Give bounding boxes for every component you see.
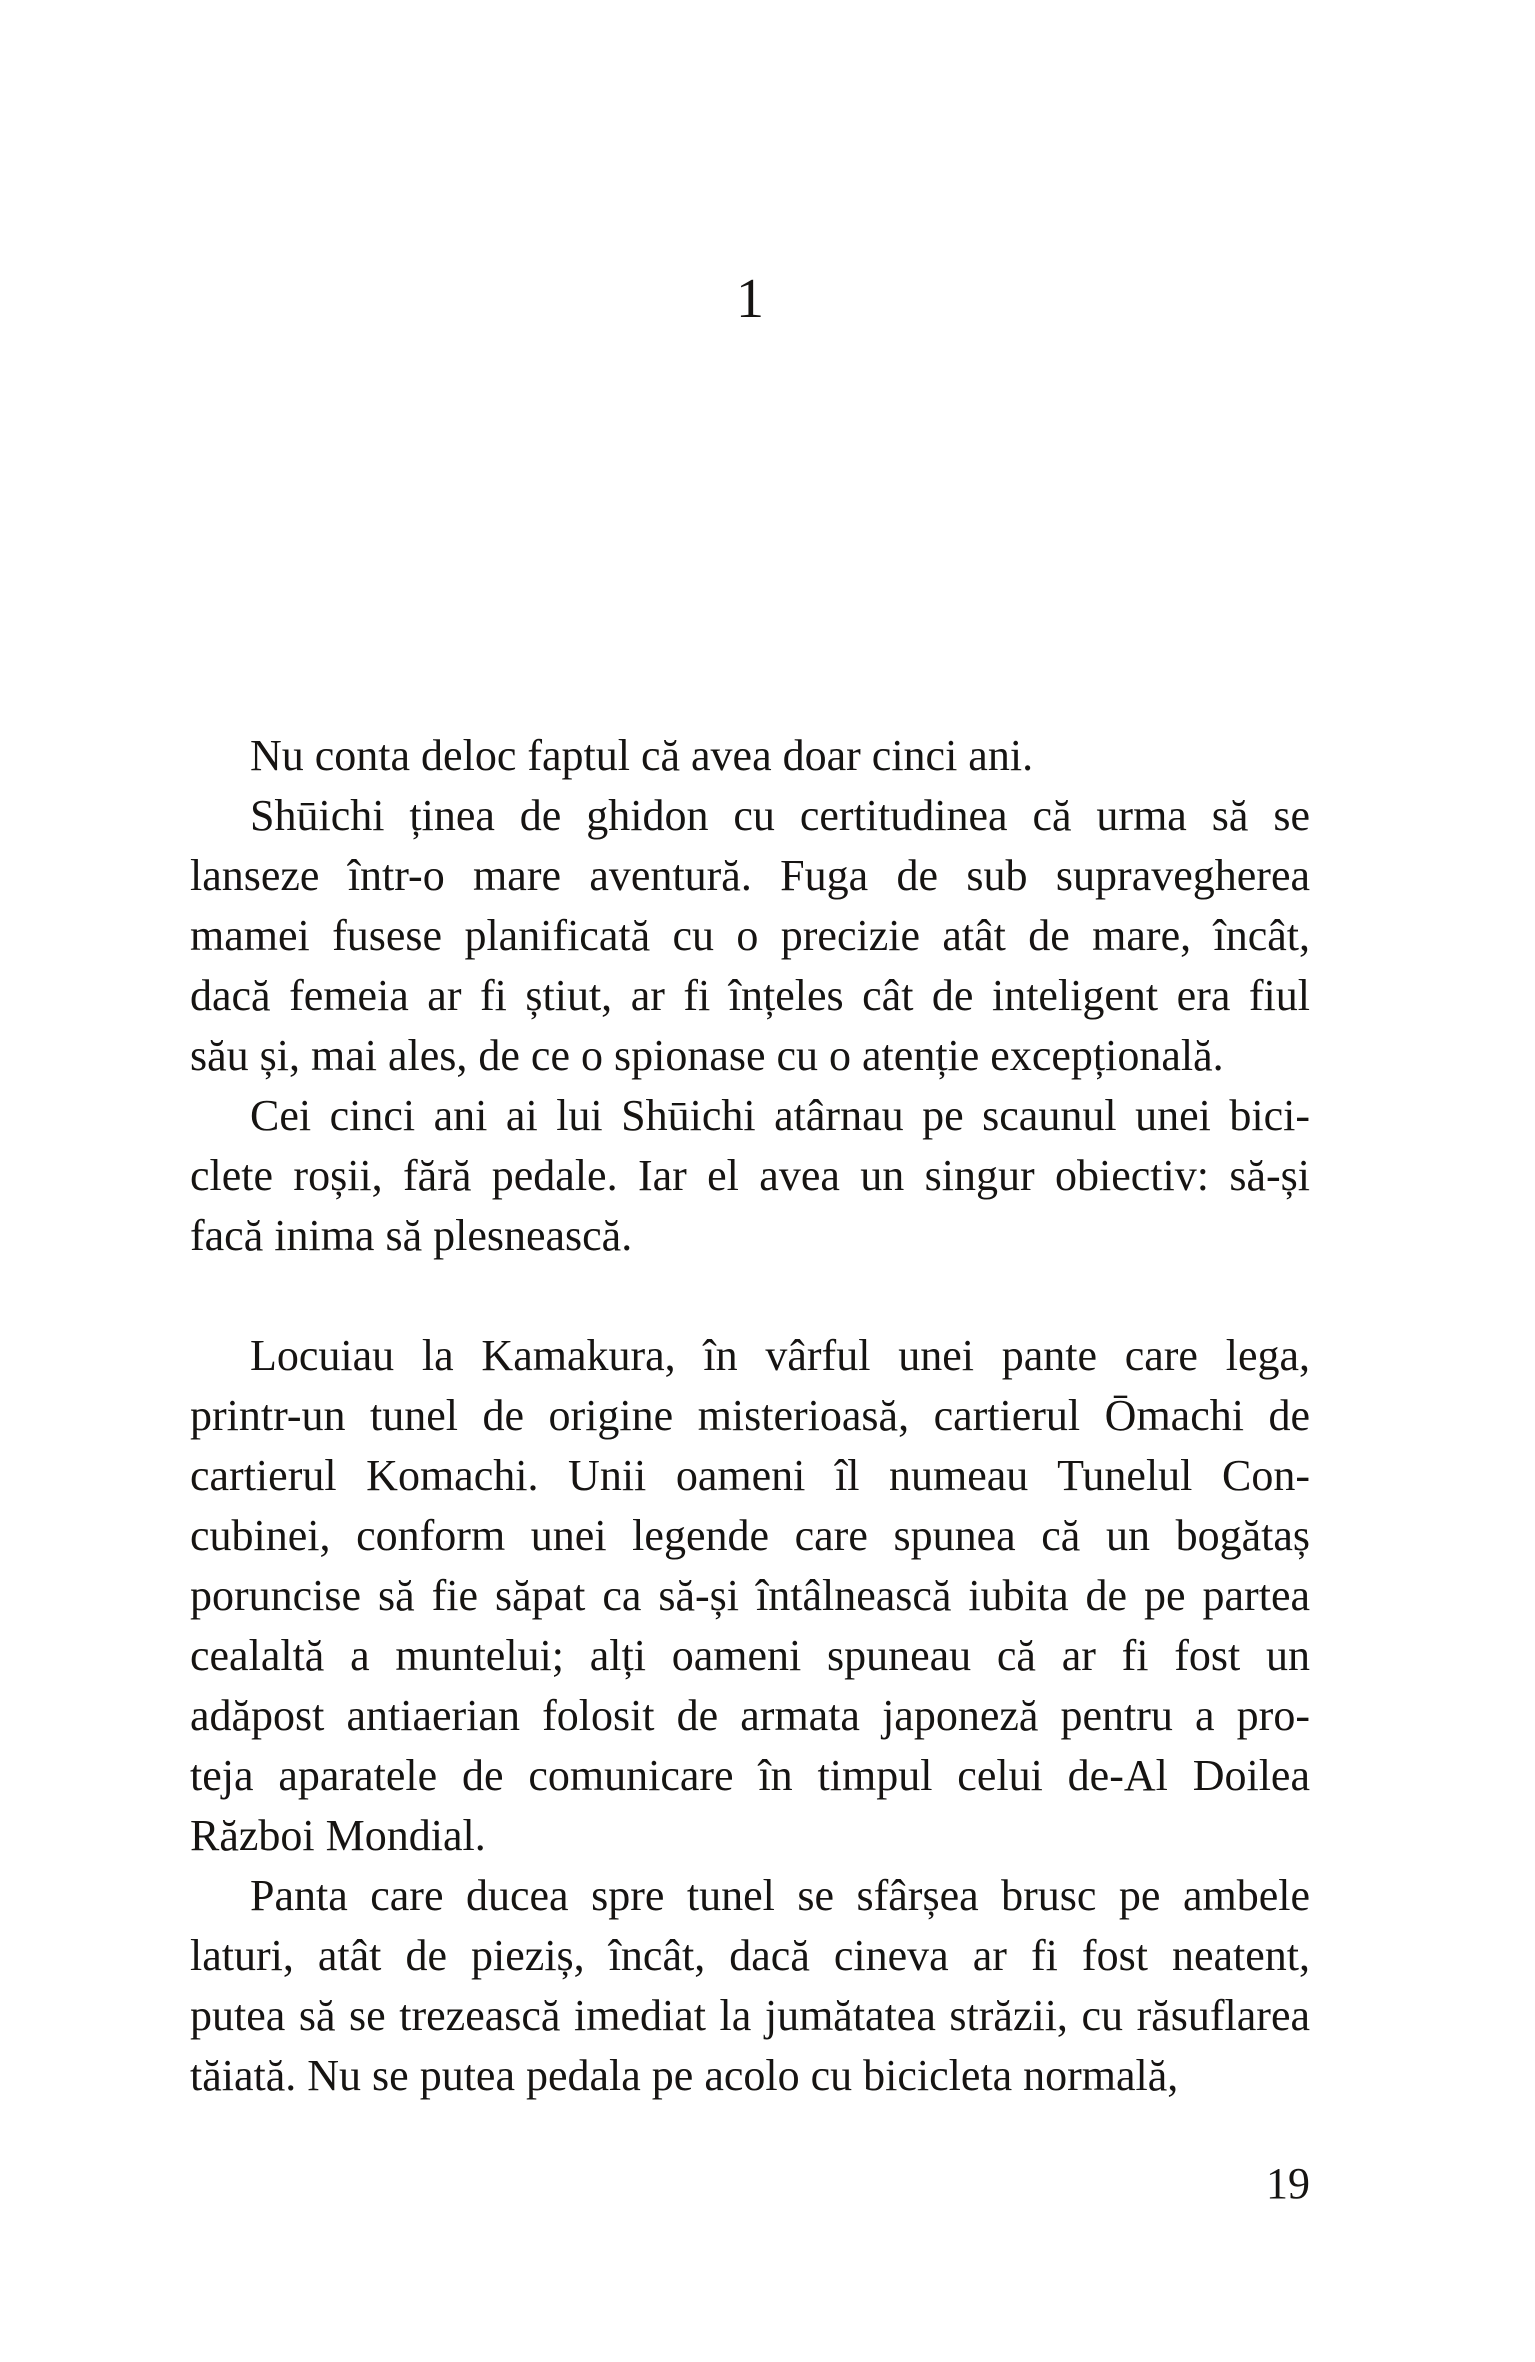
text-line: lanseze într-o mare aventură. Fuga de sub supravegherea: [190, 851, 1310, 900]
text-line: său și, mai ales, de ce o spionase cu o atenție excepțională.: [190, 1031, 1224, 1080]
text-line: cartierul Komachi. Unii oameni îl numeau Tunelul Con-: [190, 1451, 1310, 1500]
text-line: dacă femeia ar fi știut, ar fi înțeles cât de inteligent era fiul: [190, 971, 1310, 1020]
text-line: printr-un tunel de origine misterioasă, cartierul Ōmachi de: [190, 1391, 1310, 1440]
text-line: Cei cinci ani ai lui Shūichi atârnau pe scaunul unei bici-: [250, 1091, 1310, 1140]
text-line: facă inima să plesnească.: [190, 1211, 633, 1260]
page-number: 19: [1266, 2159, 1310, 2208]
text-line: Nu conta deloc faptul că avea doar cinci ani.: [250, 731, 1034, 780]
text-line: Shūichi ținea de ghidon cu certitudinea că urma să se: [250, 791, 1310, 840]
text-line: teja aparatele de comunicare în timpul celui de-Al Doilea: [190, 1751, 1310, 1800]
text-line: clete roșii, fără pedale. Iar el avea un singur obiectiv: să-și: [190, 1151, 1310, 1200]
text-line: adăpost antiaerian folosit de armata japoneză pentru a pro-: [190, 1691, 1310, 1740]
text-line: Război Mondial.: [190, 1811, 486, 1860]
text-line: tăiată. Nu se putea pedala pe acolo cu bicicleta normală,: [190, 2051, 1179, 2100]
text-line: cealaltă a muntelui; alți oameni spuneau că ar fi fost un: [190, 1631, 1310, 1680]
text-block: [190, 726, 1310, 2106]
text-line: putea să se trezească imediat la jumătatea străzii, cu răsuflarea: [190, 1991, 1310, 2040]
text-line: poruncise să fie săpat ca să-și întâlnească iubita de pe partea: [190, 1571, 1310, 1620]
text-line: Panta care ducea spre tunel se sfârșea brusc pe ambele: [250, 1871, 1310, 1920]
text-line: laturi, atât de pieziș, încât, dacă cineva ar fi fost neatent,: [190, 1931, 1310, 1980]
text-line: mamei fusese planificată cu o precizie atât de mare, încât,: [190, 911, 1310, 960]
text-line: Locuiau la Kamakura, în vârful unei pante care lega,: [250, 1331, 1310, 1380]
text-line: cubinei, conform unei legende care spunea că un bogătaș: [190, 1511, 1310, 1560]
chapter-number: 1: [736, 268, 764, 330]
